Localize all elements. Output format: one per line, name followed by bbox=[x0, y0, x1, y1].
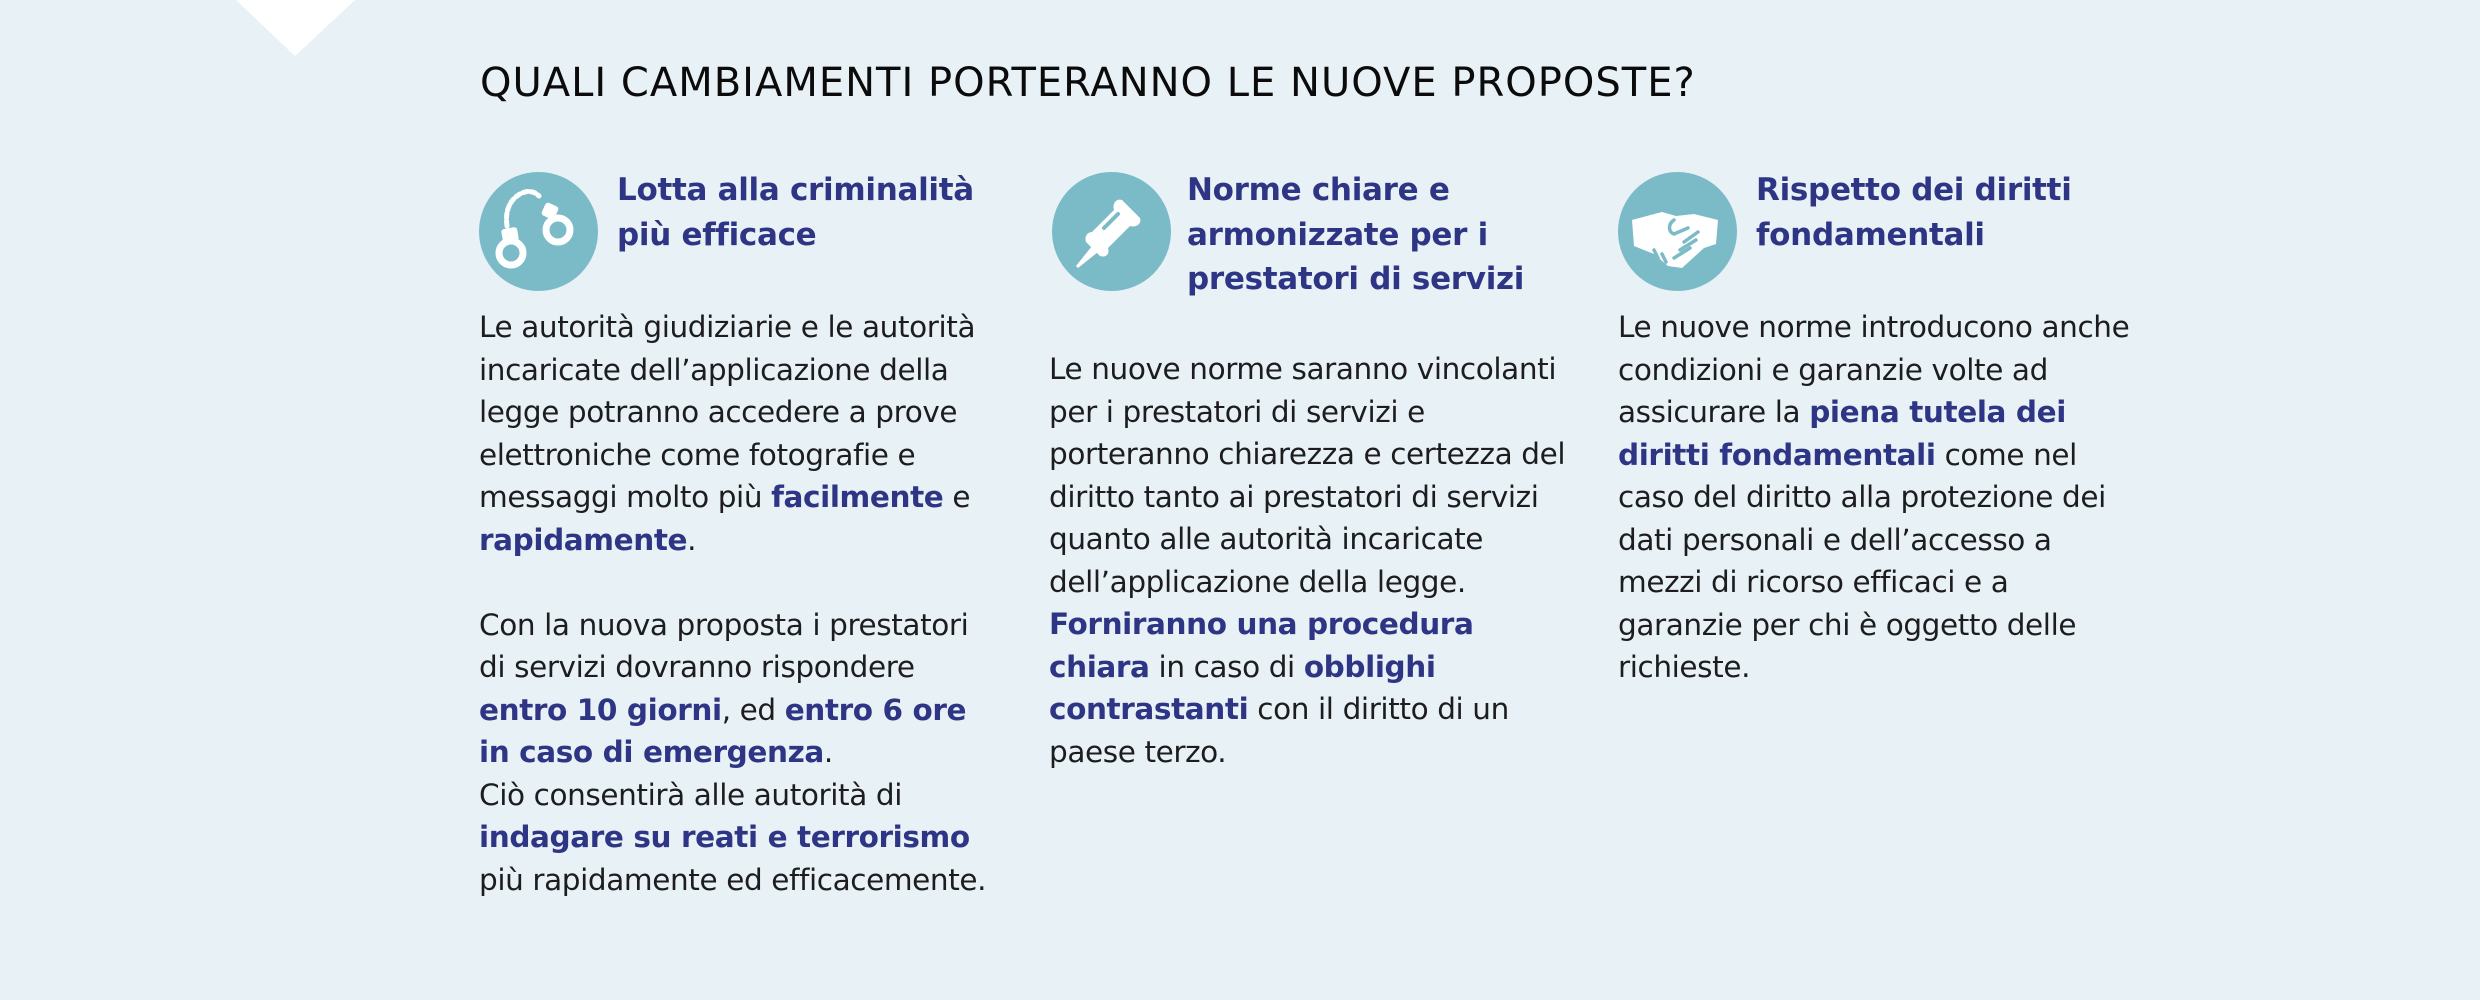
text: e bbox=[943, 480, 971, 514]
text: Le nuove norme saranno vincolanti per i prestatori di servizi e porteranno chiarezza e certezza del diritto tanto ai prestatori di servizi quanto alle autorità incaricate dell’applicazione della legge. bbox=[1049, 352, 1566, 599]
highlight-text: indagare su reati e terrorismo bbox=[479, 820, 970, 854]
paragraph bbox=[479, 774, 999, 902]
text: , ed bbox=[721, 692, 785, 727]
text: in caso di bbox=[1149, 649, 1304, 684]
text: . bbox=[823, 735, 833, 769]
handcuffs-icon bbox=[479, 172, 598, 291]
text: come nel caso del diritto alla protezione dei dati personali e dell’accesso a mezzi di ricorso efficaci e a garanzie per chi è oggetto delle richieste. bbox=[1618, 437, 2106, 684]
highlight-text: obblighi contrastanti bbox=[1049, 649, 1436, 726]
highlight-text: rapidamente bbox=[479, 522, 688, 557]
pushpin-icon bbox=[1052, 172, 1171, 291]
column-body bbox=[1049, 348, 1569, 773]
text: con il diritto di un paese terzo. bbox=[1049, 692, 1509, 769]
column-body bbox=[1618, 306, 2138, 689]
text: Le autorità giudiziarie e le autorità incaricate dell’applicazione della legge potranno accedere a prove elettroniche come fotografie e messaggi molto più bbox=[479, 310, 976, 514]
highlight-text: entro 6 ore in caso di emergenza bbox=[479, 692, 967, 769]
text: Ciò consentirà alle autorità di bbox=[479, 777, 902, 812]
handshake-icon bbox=[1618, 172, 1737, 291]
paragraph bbox=[479, 306, 999, 561]
text: Con la nuova proposta i prestatori di servizi dovranno rispondere bbox=[479, 607, 969, 684]
column-heading: Rispetto dei diritti fondamentali bbox=[1756, 172, 2072, 253]
highlight-text: piena tutela dei diritti fondamentali bbox=[1618, 395, 2066, 472]
paragraph bbox=[1049, 348, 1569, 773]
column-heading: Norme chiare e armonizzate per i prestatori di servizi bbox=[1187, 172, 1525, 297]
column-heading: Lotta alla criminalità più efficace bbox=[617, 172, 974, 253]
text: . bbox=[687, 522, 697, 557]
highlight-text: facilmente bbox=[771, 480, 944, 514]
paragraph bbox=[479, 604, 999, 774]
decorative-notch-triangle bbox=[236, 0, 355, 56]
text: più rapidamente ed efficacemente. bbox=[479, 862, 987, 897]
highlight-text: entro 10 giorni bbox=[479, 692, 722, 727]
text: Le nuove norme introducono anche condizioni e garanzie volte ad assicurare la bbox=[1618, 310, 2130, 429]
column-body bbox=[479, 306, 999, 901]
highlight-text: Forniranno una procedura chiara bbox=[1049, 607, 1474, 684]
page-title: QUALI CAMBIAMENTI PORTERANNO LE NUOVE PROPOSTE? bbox=[480, 59, 1696, 106]
paragraph bbox=[1618, 306, 2138, 689]
